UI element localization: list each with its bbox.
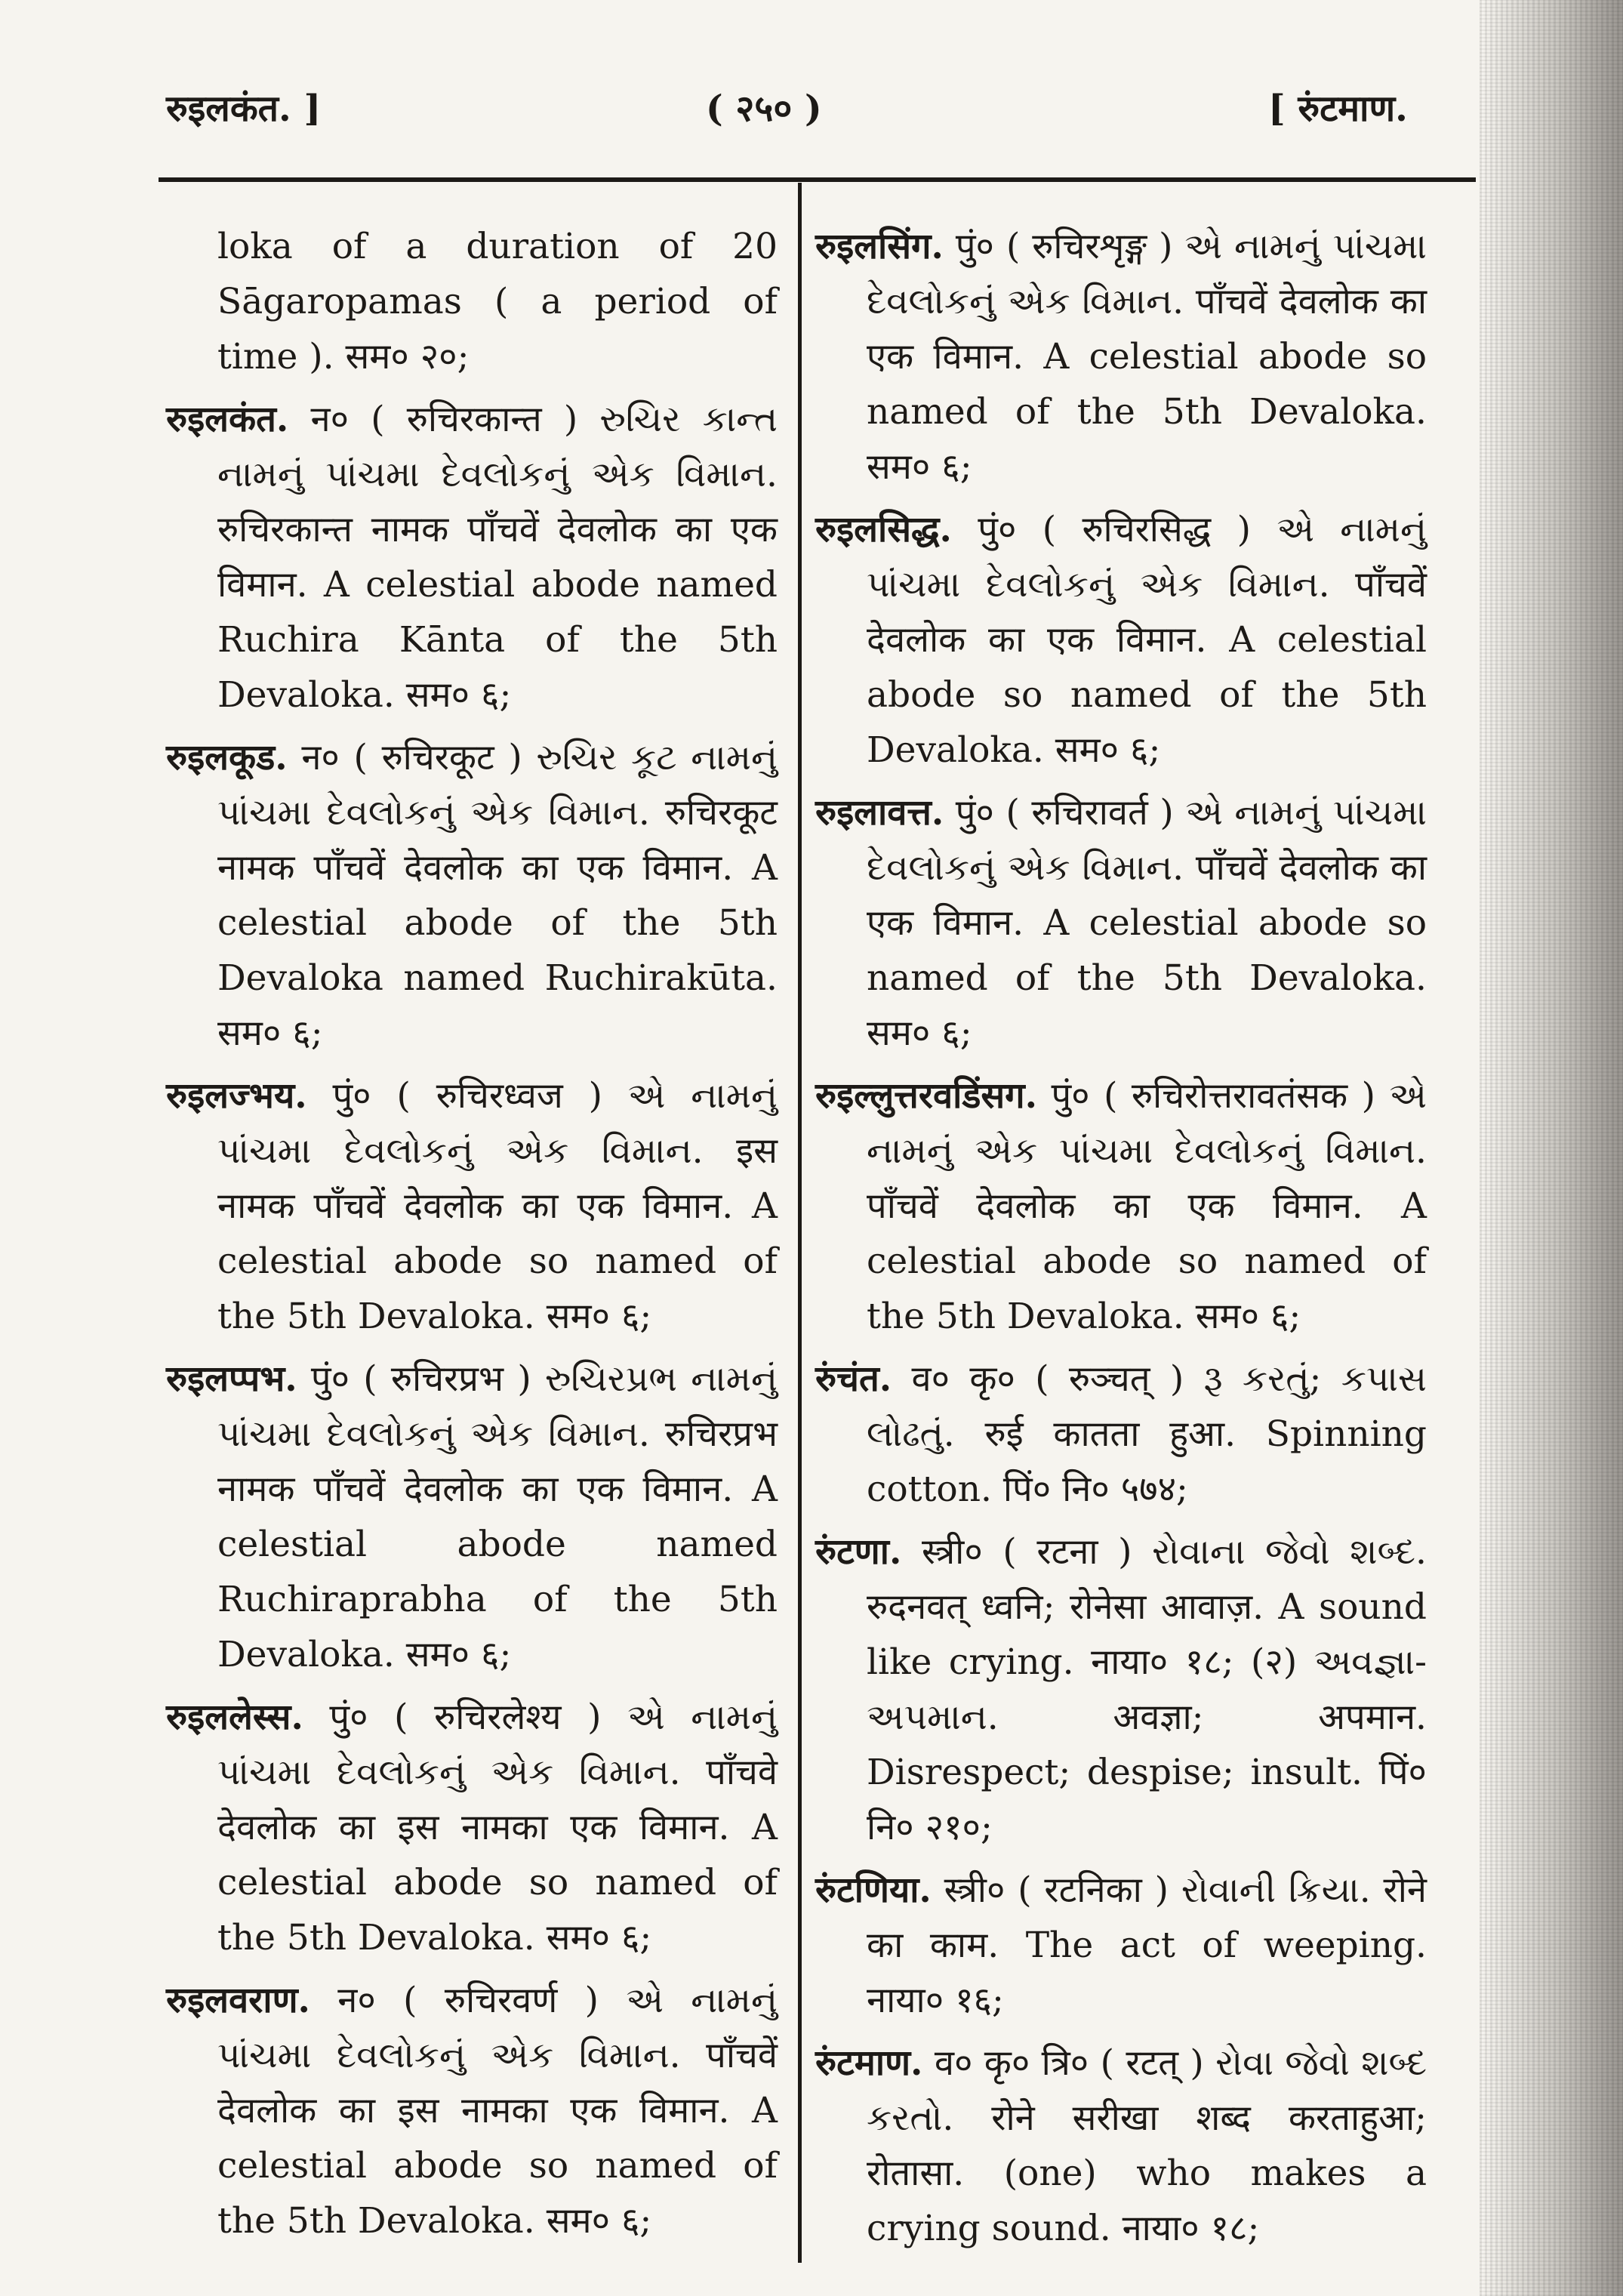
entry-headword: रुंचंत. <box>815 1358 892 1400</box>
entry-headword: रुइललेस्स. <box>166 1697 303 1738</box>
entry-body: स्त्री० ( रटनिका ) રોવાની ક્રિયા. रोने का काम. The act of weeping. नाया० १६; <box>867 1869 1427 2021</box>
entry-headword: रुंटणिया. <box>815 1869 932 1911</box>
dictionary-entry <box>815 785 1427 1061</box>
continued-entry: loka of a duration of 20 Sāgaropamas ( a period of time ). सम० २०; <box>217 226 778 378</box>
dictionary-entry <box>166 1068 778 1344</box>
dictionary-entry <box>815 2036 1427 2256</box>
page-edge <box>1480 0 1623 2296</box>
entry-body: स्त्री० ( रटना ) રોવાના જેવો શબ્દ. रुदनवत् ध्वनि; रोनेसा आवाज़. A sound like crying. नाया० १८; (२) અવજ્ઞા-અપમાન. अवज्ञा; अपमान. Disrespect; despise; insult. पिं० नि० २१०; <box>867 1531 1427 1848</box>
entry-headword: रुइलावत्त. <box>815 792 944 834</box>
entry-headword: रुइलप्पभ. <box>166 1358 297 1400</box>
dictionary-entry <box>166 1690 778 1965</box>
entry-body: पुं० ( रुचिरसिद्ध ) એ નામનું પાંચમા દેવલોકનું એક વિમાન. पाँचवें देवलोक का एक विमान. A celestial abode so named of the 5th Devaloka. सम० ६; <box>867 509 1427 771</box>
entry-headword: रुइलसिद्ध. <box>815 509 952 550</box>
dictionary-entry <box>815 502 1427 778</box>
entry-headword: रुइलसिंग. <box>815 226 944 267</box>
entry-body: न० ( रुचिरकान्त ) રુચિર કાન્ત નામનું પાંચમા દેવલોકનું એક વિમાન. रुचिरकान्त नामक पाँचवें देवलोक का एक विमान. A celestial abode named Ruchira Kānta of the 5th Devaloka. सम० ६; <box>217 399 778 716</box>
entry-body: पुं० ( रुचिरलेश्य ) એ નામનું પાંચમા દેવલોકનું એક વિમાન. पाँचवे देवलोक का इस नामका एक विमान. A celestial abode so named of the 5th Devaloka. सम० ६; <box>217 1697 778 1959</box>
entry-headword: रुंटणा. <box>815 1531 902 1573</box>
entry-headword: रुइलज्भय. <box>166 1075 307 1117</box>
entry-headword: रुइलकूड. <box>166 737 288 778</box>
left-column <box>166 219 778 2256</box>
dictionary-entry <box>166 392 778 723</box>
entry-body: पुं० ( रुचिरोत्तरावतंसक ) એ નામનું એક પાંચમા દેવલોકનું વિમાન. पाँचवें देवलोक का एक विमान. A celestial abode so named of the 5th Devaloka. सम० ६; <box>867 1075 1427 1337</box>
right-column <box>815 219 1427 2264</box>
header-rule <box>159 177 1476 182</box>
header-left-guide-word: रुइलकंत. ] <box>166 88 322 130</box>
entry-headword: रुइलकंत. <box>166 399 289 440</box>
entry-headword: रुंटमाण. <box>815 2042 923 2084</box>
dictionary-entry <box>815 1068 1427 1344</box>
dictionary-entry <box>815 219 1427 495</box>
entry-body: पुं० ( रुचिरध्वज ) એ નામનું પાંચમા દેવલોકનું એક વિમાન. इस नामक पाँचवें देवलोक का एक विमान. A celestial abode so named of the 5th Devaloka. सम० ६; <box>217 1075 778 1337</box>
entry-body: व० कृ० त्रि० ( रटत् ) રોવા જેવો શબ્દ કરતો. रोने सरीखा शब्द करताहुआ; रोतासा. (one) who makes a crying sound. नाया० १८; <box>867 2042 1427 2249</box>
entry-body: न० ( रुचिरकूट ) રુચિર કૂટ નામનું પાંચમા દેવલોકનું એક વિમાન. रुचिरकूट नामक पाँचवें देवलोक का एक विमान. A celestial abode of the 5th Devaloka named Ruchirakūta. सम० ६; <box>217 737 778 1054</box>
entry-body: पुं० ( रुचिरावर्त ) એ નામનું પાંચમા દેવલોકનું એક વિમાન. पाँचवें देवलोक का एक विमान. A celestial abode so named of the 5th Devaloka. सम० ६; <box>867 792 1427 1054</box>
dictionary-entry <box>815 1351 1427 1517</box>
dictionary-entry <box>815 1524 1427 1855</box>
entry-headword: रुइल्लुत्तरवडिंसग. <box>815 1075 1037 1117</box>
entry-body: पुं० ( रुचिरशृङ्ग ) એ નામનું પાંચમા દેવલોકનું એક વિમાન. पाँचवें देवलोक का एक विमान. A celestial abode so named of the 5th Devaloka. सम० ६; <box>867 226 1427 488</box>
dictionary-entry <box>166 1351 778 1682</box>
dictionary-entry <box>166 730 778 1061</box>
entry-body: न० ( रुचिरवर्ण ) એ નામનું પાંચમા દેવલોકનું એક વિમાન. पाँचवें देवलोक का इस नामका एक विमान. A celestial abode so named of the 5th Devaloka. सम० ६; <box>217 1980 778 2242</box>
page-number: ( २५० ) <box>706 88 822 130</box>
dictionary-entry <box>166 1973 778 2248</box>
column-divider <box>798 183 802 2263</box>
entry-body: पुं० ( रुचिरप्रभ ) રુચિરપ્રભ નામનું પાંચમા દેવલોકનું એક વિમાન. रुचिरप्रभ नामक पाँचवें देवलोक का एक विमान. A celestial abode named Ruchiraprabha of the 5th Devaloka. सम० ६; <box>217 1358 778 1675</box>
dictionary-entry <box>815 1863 1427 2028</box>
header-right-guide-word: [ रुंटमाण. <box>1268 88 1408 130</box>
entry-body: व० कृ० ( रुञ्चत् ) રૂ કરતું; કપાસ લોઢતું. रुई कातता हुआ. Spinning cotton. पिं० नि० ५७४; <box>867 1358 1427 1510</box>
entry-headword: रुइलवराण. <box>166 1980 310 2021</box>
